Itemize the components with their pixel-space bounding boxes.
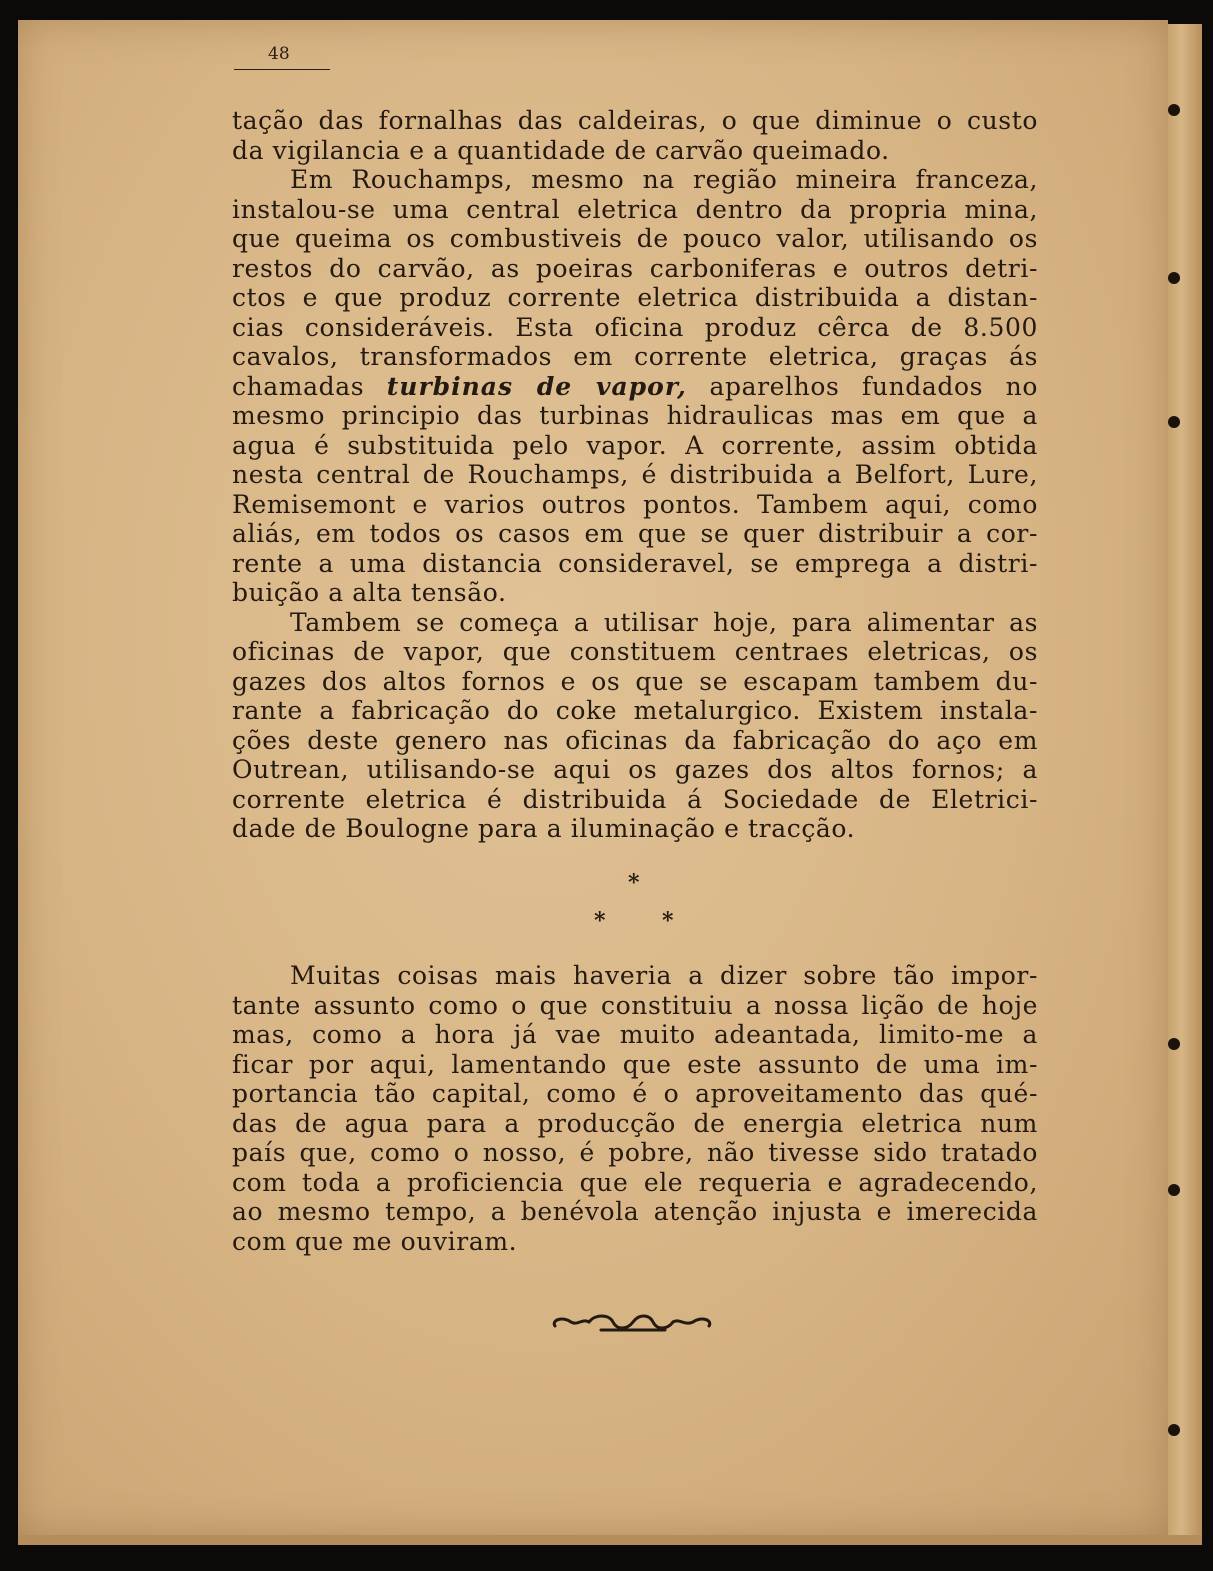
text-line: restos do carvão, as poeiras carboniferas e outros detri- [232, 253, 1038, 283]
text-line: ao mesmo tempo, a benévola atenção injusta e imerecida [232, 1197, 1038, 1226]
text-line: mesmo principio das turbinas hidraulicas mas em que a [232, 401, 1038, 430]
text-line: portancia tão capital, como é o aproveitamento das qué- [232, 1079, 1038, 1108]
italic-term: turbinas de vapor, [386, 371, 687, 401]
text-line: tação das fornalhas das caldeiras, o que diminue o custo [232, 106, 1038, 135]
text-line: Outrean, utilisando-se aqui os gazes dos altos fornos; a [232, 755, 1038, 784]
edge-mark [1168, 1184, 1180, 1196]
text-line: ficar por aqui, lamentando que este assunto de uma im- [232, 1049, 1038, 1079]
text-line: rente a uma distancia consideravel, se emprega a distri- [232, 548, 1038, 578]
page-number: 48 [268, 44, 290, 64]
text-segment: aparelhos fundados no [709, 371, 1038, 401]
text-line: tante assunto como o que constituiu a nossa lição de hoje [232, 990, 1038, 1020]
text-line: ções deste genero nas oficinas da fabricação do aço em [232, 725, 1038, 755]
section-separator [590, 870, 680, 934]
text-line: Em Rouchamps, mesmo na região mineira franceza, [290, 165, 1038, 194]
text-segment: chamadas [232, 371, 365, 401]
text-line: das de agua para a producção de energia eletrica num [232, 1108, 1038, 1138]
text-line: cavalos, transformados em corrente eletrica, graças ás [232, 342, 1038, 371]
text-line: que queima os combustiveis de pouco valor, utilisando os [232, 224, 1038, 253]
text-line-with-italic [232, 372, 1038, 402]
ornament-flourish-icon [549, 1308, 717, 1338]
text-line: oficinas de vapor, que constituem centraes eletricas, os [232, 637, 1038, 666]
text-line: instalou-se uma central eletrica dentro da propria mina, [232, 194, 1038, 224]
text-line: cias consideráveis. Esta oficina produz cêrca de 8.500 [232, 312, 1038, 342]
text-line: com que me ouviram. [232, 1226, 518, 1256]
text-line: rante a fabricação do coke metalurgico. Existem instala- [232, 696, 1038, 725]
text-line: nesta central de Rouchamps, é distribuida a Belfort, Lure, [232, 460, 1038, 489]
page-number-rule [234, 69, 330, 70]
page-edge [1168, 24, 1202, 1536]
edge-mark [1168, 1038, 1180, 1050]
text-line: Muitas coisas mais haveria a dizer sobre tão impor- [290, 961, 1038, 990]
text-line: da vigilancia e a quantidade de carvão queimado. [232, 135, 890, 165]
edge-mark [1168, 416, 1180, 428]
text-line: com toda a proficiencia que ele requeria e agradecendo, [232, 1167, 1038, 1197]
asterisk: * [594, 908, 606, 934]
asterisk: * [628, 870, 640, 896]
paragraph-block-2 [232, 961, 1038, 1256]
text-line: dade de Boulogne para a iluminação e tracção. [232, 814, 856, 843]
asterisk: * [662, 908, 674, 934]
text-line: corrente eletrica é distribuida á Sociedade de Eletrici- [232, 784, 1038, 814]
text-line: país que, como o nosso, é pobre, não tivesse sido tratado [232, 1138, 1038, 1167]
text-line: Remisemont e varios outros pontos. Tambem aqui, como [232, 489, 1038, 519]
text-line: buição a alta tensão. [232, 578, 507, 607]
text-line: Tambem se começa a utilisar hoje, para alimentar as [290, 607, 1038, 637]
text-line: ctos e que produz corrente eletrica distribuida a distan- [232, 283, 1038, 312]
edge-mark [1168, 272, 1180, 284]
text-line: agua é substituida pelo vapor. A corrente, assim obtida [232, 430, 1038, 460]
text-line: mas, como a hora já vae muito adeantada, limito-me a [232, 1020, 1038, 1049]
text-line: gazes dos altos fornos e os que se escapam tambem du- [232, 666, 1038, 696]
edge-mark [1168, 104, 1180, 116]
edge-mark [1168, 1424, 1180, 1436]
text-line: aliás, em todos os casos em que se quer distribuir a cor- [232, 519, 1038, 548]
page-bottom-edge [18, 1535, 1202, 1545]
paragraph-block-1 [232, 106, 1038, 844]
